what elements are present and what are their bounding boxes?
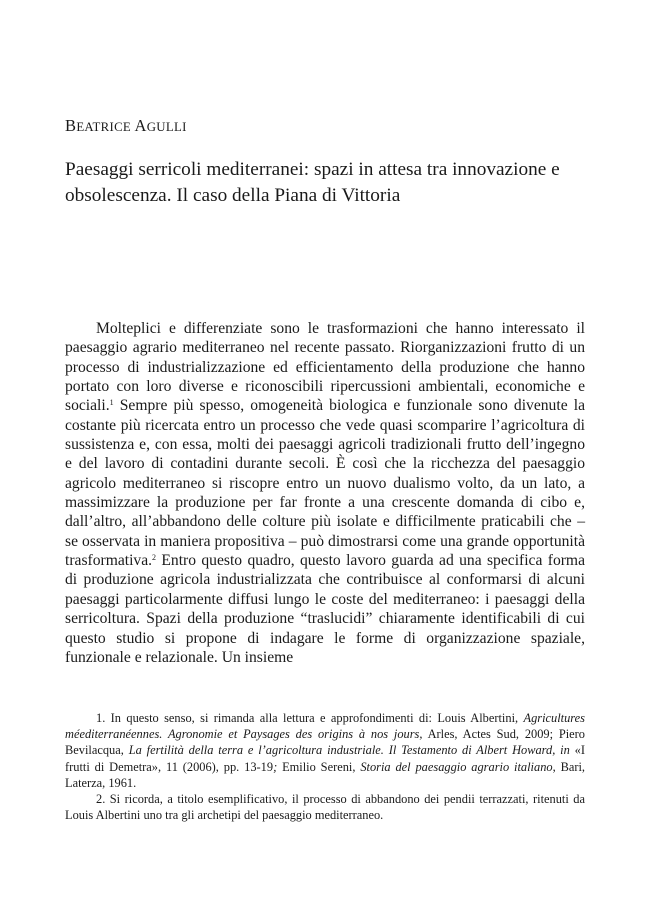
footnote-ref-2[interactable]: 2	[152, 553, 157, 563]
body-text-part-2: Sempre più spesso, omogeneità biologica e funzionale sono divenute la costante più ricercata entro un processo che vede quasi scomparire l’agricoltura di sussistenza e, con essa, molti dei paesaggi agricoli tradizionali frutto dell’ingegno e del lavoro di contadini durante secoli. È così che la ricchezza del paesaggio agricolo mediterraneo si riscopre entro un nuovo dualismo volto, da un lato, a massimizzare la produzione per far fronte a una crescente domanda di cibo e, dall’altro, all’abbandono delle colture più isolate e difficilmente praticabili che – se osservata in maniera propositiva – può dimostrarsi come una grande opportunità trasformativa.	[65, 397, 585, 570]
footnote-2: 2. Si ricorda, a titolo esemplificativo, il processo di abbandono dei pendii terrazzati, ritenuti da Louis Albertini uno tra gli archetipi del paesaggio mediterraneo.	[65, 792, 585, 823]
footnotes	[65, 710, 585, 823]
footnote-1	[65, 710, 585, 791]
footnote-1-text-a: 1. In questo senso, si rimanda alla lettura e approfondimenti di: Louis Albertini,	[96, 711, 524, 725]
author-first-initial: B	[65, 116, 77, 135]
footnote-1-text-c: Arles, Actes Sud, 2009; Piero Bevilacqua,	[65, 727, 586, 758]
footnote-1-text-g: Emilio Sereni,	[277, 759, 361, 774]
footnote-1-text-i: , Bari, Laterza, 1961.	[65, 759, 585, 790]
footnote-1-italic-f: ;	[273, 759, 278, 774]
author-name	[65, 116, 187, 136]
body-text-part-1: Molteplici e differenziate sono le trasformazioni che hanno interessato il paesaggio agrario mediterraneo nel recente passato. Riorganizzazioni frutto di un processo di industrializzazione ed efficientamento della produzione che hanno portato con loro diverse e riconoscibili ripercussioni ambientali, economiche e sociali.	[65, 320, 585, 415]
author-last-rest: GULLI	[146, 120, 187, 134]
body-text-part-3: Entro questo quadro, questo lavoro guarda ad una specifica forma di produzione agricola industrializzata che contribuisce al conformarsi di alcuni paesaggi particolarmente diffusi lungo le coste del mediterraneo: i paesaggi della serricoltura. Spazi della produzione “traslucidi” chiaramente identificabili di cui questo studio si propone di indagare le forme di organizzazione spaziale, funzionale e relazionale. Un insieme	[65, 552, 585, 666]
footnote-1-text-e: «I frutti di Demetra», 11 (2006), pp. 13-19	[65, 743, 585, 774]
author-last-initial: A	[134, 116, 147, 135]
footnote-1-italic-h: Storia del paesaggio agrario italiano	[360, 759, 553, 774]
footnote-1-italic-b: Agricultures méediterranéennes. Agronomie et Paysages des origins à nos jours,	[65, 711, 585, 742]
article-title: Paesaggi serricoli mediterranei: spazi in attesa tra innovazione e obsolescenza. Il caso della Piana di Vittoria	[65, 159, 560, 206]
body-paragraph	[65, 319, 585, 667]
footnote-1-italic-d: La fertilità della terra e l’agricoltura industriale. Il Testamento di Albert Howard, in	[128, 743, 570, 758]
footnote-ref-1[interactable]: 1	[109, 398, 114, 408]
author-first-rest: EATRICE	[76, 120, 132, 134]
